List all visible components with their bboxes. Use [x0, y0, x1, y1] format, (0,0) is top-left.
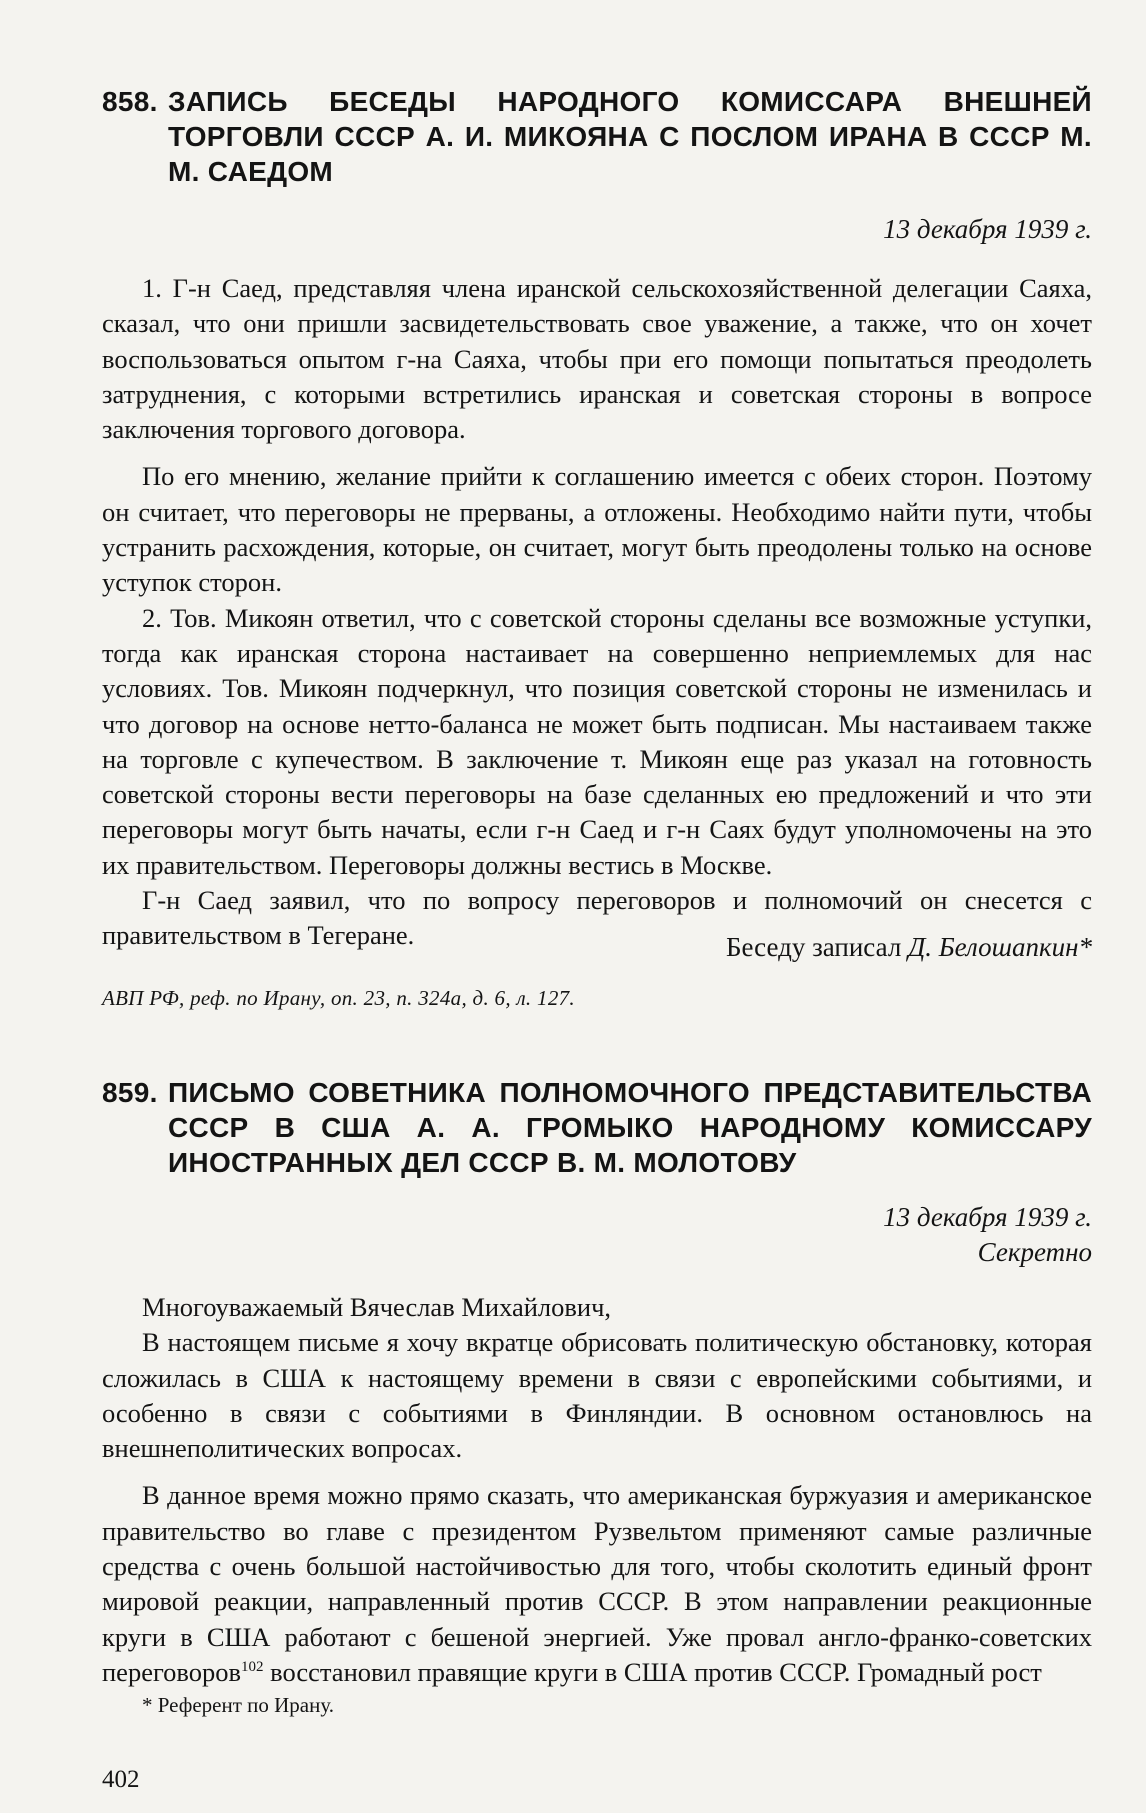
doc858-signature	[102, 930, 1092, 964]
doc858-paragraph-2: По его мнению, желание прийти к соглашению имеется с обеих сторон. Поэтому он считает, что переговоры не прерваны, а отложены. Необходимо найти пути, чтобы устранить расхождения, которые, он считает, могут быть преодолены только на основе уступок сторон.	[102, 461, 1092, 598]
doc859-paragraph-2-text: В данное время можно прямо сказать, что американская буржуазия и американское правительство во главе с президентом Рузвельтом применяют самые различные средства с очень большой настойчивостью для того, чтобы сколотить единый фронт мировой реакции, направленный против СССР. В этом направлении реакционные круги в США работают с бешеной энергией. Уже провал англо-франко-советских переговоров	[102, 1480, 1092, 1687]
doc858-archive-ref: АВП РФ, реф. по Ирану, оп. 23, п. 324а, д. 6, л. 127.	[102, 986, 575, 1010]
doc858-title: ЗАПИСЬ БЕСЕДЫ НАРОДНОГО КОМИССАРА ВНЕШНЕЙ ТОРГОВЛИ СССР А. И. МИКОЯНА С ПОСЛОМ ИРАНА В СССР М. М. САЕДОМ	[168, 86, 1092, 187]
doc858-body	[102, 271, 1092, 954]
doc858-number: 858.	[102, 86, 158, 117]
signature-prefix: Беседу записал	[726, 932, 902, 962]
doc858-heading	[102, 84, 1092, 189]
doc859-title: ПИСЬМО СОВЕТНИКА ПОЛНОМОЧНОГО ПРЕДСТАВИТЕЛЬСТВА СССР В США А. А. ГРОМЫКО НАРОДНОМУ КОМИССАРУ ИНОСТРАННЫХ ДЕЛ СССР В. М. МОЛОТОВУ	[168, 1077, 1092, 1178]
footnote: * Референт по Ирану.	[142, 1693, 335, 1717]
doc859-paragraph-2	[102, 1478, 1092, 1690]
doc859-heading	[102, 1075, 1092, 1180]
doc858-paragraph-3: 2. Тов. Микоян ответил, что с советской стороны сделаны все возможные уступки, тогда как иранская сторона настаивает на совершенно неприемлемых для нас условиях. Тов. Микоян подчеркнул, что позиция советской стороны не изменилась и что договор на основе нетто-баланса не может быть подписан. Мы настаиваем также на торговле с купечеством. В заключение т. Микоян еще раз указал на готовность советской стороны вести переговоры на базе сделанных ею предложений и что эти переговоры могут быть начаты, если г-н Саед и г-н Саях будут уполномочены на это их правительством. Переговоры должны вестись в Москве.	[102, 602, 1092, 880]
doc859-paragraph-1: В настоящем письме я хочу вкратце обрисовать политическую обстановку, которая сложилась в США к настоящему времени в связи с европейскими событиями, и особенно в связи с событиями в Финляндии. В основном остановлюсь на внешнеполитических вопросах.	[102, 1327, 1092, 1464]
page-number: 402	[102, 1766, 140, 1793]
doc859-classification: Секретно	[977, 1237, 1092, 1267]
signature-name: Д. Белошапкин*	[908, 932, 1092, 962]
doc859-date: 13 декабря 1939 г.	[883, 1202, 1092, 1232]
doc858-paragraph-4: Г-н Саед заявил, что по вопросу переговоров и полномочий он снесется с правительством в Тегеране.	[102, 885, 1092, 951]
footnote-reference: 102	[241, 1659, 264, 1676]
doc859-paragraph-2-continuation: восстановил правящие круги в США против СССР. Громадный рост	[263, 1656, 1042, 1687]
doc859-salutation: Многоуважаемый Вячеслав Михайлович,	[142, 1292, 612, 1322]
doc859-number: 859.	[102, 1077, 158, 1108]
doc858-paragraph-1: 1. Г-н Саед, представляя члена иранской сельскохозяйственной делегации Саяха, сказал, что они пришли засвидетельствовать свое уважение, а также, что он хочет воспользоваться опытом г-на Саяха, чтобы при его помощи попытаться преодолеть затруднения, с которыми встретились иранская и советская стороны в вопросе заключения торгового договора.	[102, 273, 1092, 445]
doc859-body	[102, 1290, 1092, 1690]
doc858-date: 13 декабря 1939 г.	[883, 214, 1092, 244]
